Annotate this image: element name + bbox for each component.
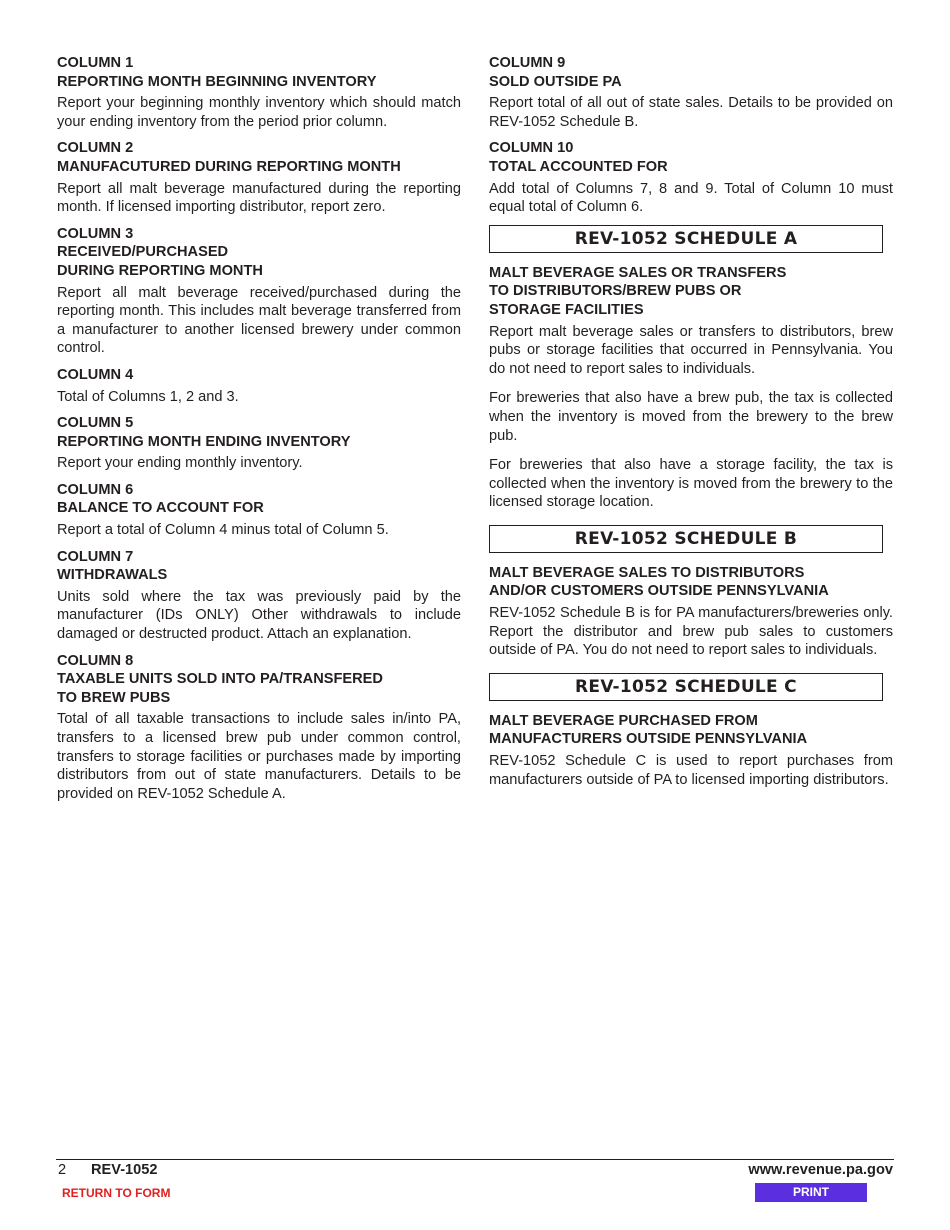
column-5-text: Report your ending monthly inventory.	[57, 455, 303, 472]
right-column	[489, 54, 893, 797]
column-10-label: COLUMN 10	[489, 140, 574, 157]
column-3-text: Report all malt beverage received/purchased during the reporting month. This includes malt beverage transferred from a manufacturer to another licensed brewery under common control.	[57, 284, 461, 357]
schedule-b-title: REV-1052 SCHEDULE B	[489, 525, 883, 553]
page-number: 2	[58, 1162, 67, 1178]
footer-website: www.revenue.pa.gov	[748, 1162, 893, 1178]
column-9-section	[489, 54, 893, 131]
schedule-c-title: REV-1052 SCHEDULE C	[489, 673, 883, 701]
column-9-title: SOLD OUTSIDE PA	[489, 73, 622, 90]
column-1-title: REPORTING MONTH BEGINNING INVENTORY	[57, 73, 377, 90]
schedule-a-title: REV-1052 SCHEDULE A	[489, 225, 883, 253]
left-column	[57, 54, 461, 811]
footer-form-number: REV-1052	[91, 1162, 158, 1178]
column-3-label: COLUMN 3	[57, 225, 134, 242]
column-5-section	[57, 414, 461, 473]
schedule-a-section	[489, 264, 893, 512]
schedule-a-heading-line3: STORAGE FACILITIES	[489, 301, 644, 318]
column-2-title: MANUFACUTURED DURING REPORTING MONTH	[57, 158, 401, 175]
column-1-text: Report your beginning monthly inventory which should match your ending inventory from the period prior column.	[57, 95, 461, 130]
schedule-c-heading-line2: MANUFACTURERS OUTSIDE PENNSYLVANIA	[489, 731, 808, 748]
column-2-section	[57, 139, 461, 216]
schedule-a-paragraph-3: For breweries that also have a storage facility, the tax is collected when the inventory is moved from the brewery to the licensed storage location.	[489, 457, 893, 511]
schedule-b-heading-line1: MALT BEVERAGE SALES TO DISTRIBUTORS	[489, 564, 805, 581]
column-8-title-line2: TO BREW PUBS	[57, 689, 171, 706]
column-10-title: TOTAL ACCOUNTED FOR	[489, 158, 668, 175]
schedule-a-heading-line1: MALT BEVERAGE SALES OR TRANSFERS	[489, 264, 787, 281]
column-5-label: COLUMN 5	[57, 415, 134, 432]
schedule-a-heading-line2: TO DISTRIBUTORS/BREW PUBS OR	[489, 283, 742, 300]
schedule-c-section	[489, 712, 893, 789]
column-6-title: BALANCE TO ACCOUNT FOR	[57, 500, 264, 517]
schedule-b-paragraph-1: REV-1052 Schedule B is for PA manufacturers/breweries only. Report the distributor and brew pub sales to customers outside of PA. You do not need to report sales to individuals.	[489, 605, 893, 659]
column-3-title-line1: RECEIVED/PURCHASED	[57, 244, 229, 261]
schedule-c-paragraph-1: REV-1052 Schedule C is used to report purchases from manufacturers outside of PA to licensed importing distributors.	[489, 753, 893, 788]
column-7-text: Units sold where the tax was previously paid by the manufacturer (IDs ONLY) Other withdrawals to include damaged or destructed product. Attach an explanation.	[57, 588, 461, 643]
column-1-label: COLUMN 1	[57, 55, 134, 71]
column-9-text: Report total of all out of state sales. Details to be provided on REV-1052 Schedule B.	[489, 95, 893, 130]
column-5-title: REPORTING MONTH ENDING INVENTORY	[57, 433, 351, 450]
column-8-title-line1: TAXABLE UNITS SOLD INTO PA/TRANSFERED	[57, 671, 383, 688]
print-button[interactable]: PRINT	[755, 1183, 867, 1202]
schedule-b-heading-line2: AND/OR CUSTOMERS OUTSIDE PENNSYLVANIA	[489, 583, 829, 600]
column-3-section	[57, 225, 461, 358]
column-2-text: Report all malt beverage manufactured during the reporting month. If licensed importing distributor, report zero.	[57, 180, 461, 216]
column-10-section	[489, 139, 893, 216]
column-4-section	[57, 366, 461, 406]
column-7-section	[57, 548, 461, 644]
column-9-label: COLUMN 9	[489, 55, 566, 71]
column-8-section	[57, 652, 461, 804]
column-7-title: WITHDRAWALS	[57, 567, 168, 584]
column-8-text: Total of all taxable transactions to include sales in/into PA, transfers to a licensed brew pub under common control, transfers to storage facilities or purchases made by importing distributors from out of state manufacturers. Details to be provided on REV-1052 Schedule A.	[57, 711, 461, 802]
column-6-section	[57, 481, 461, 540]
column-4-label: COLUMN 4	[57, 366, 134, 383]
column-8-label: COLUMN 8	[57, 652, 134, 669]
column-7-label: COLUMN 7	[57, 548, 134, 565]
column-3-title-line2: DURING REPORTING MONTH	[57, 262, 263, 279]
column-2-label: COLUMN 2	[57, 140, 134, 157]
column-6-label: COLUMN 6	[57, 481, 134, 498]
schedule-a-paragraph-1: Report malt beverage sales or transfers to distributors, brew pubs or storage facilities that occurred in Pennsylvania. You do not need to report sales to individuals.	[489, 323, 893, 377]
return-to-form-link[interactable]: RETURN TO FORM	[62, 1186, 171, 1200]
schedule-c-heading-line1: MALT BEVERAGE PURCHASED FROM	[489, 712, 758, 729]
footer-divider	[56, 1159, 894, 1160]
schedule-b-section	[489, 564, 893, 660]
column-10-text: Add total of Columns 7, 8 and 9. Total of Column 10 must equal total of Column 6.	[489, 180, 893, 216]
column-6-text: Report a total of Column 4 minus total of Column 5.	[57, 522, 389, 539]
schedule-a-paragraph-2: For breweries that also have a brew pub, the tax is collected when the inventory is moved from the brewery to the brew pub.	[489, 390, 893, 444]
column-4-text: Total of Columns 1, 2 and 3.	[57, 388, 239, 405]
column-1-section	[57, 54, 461, 131]
